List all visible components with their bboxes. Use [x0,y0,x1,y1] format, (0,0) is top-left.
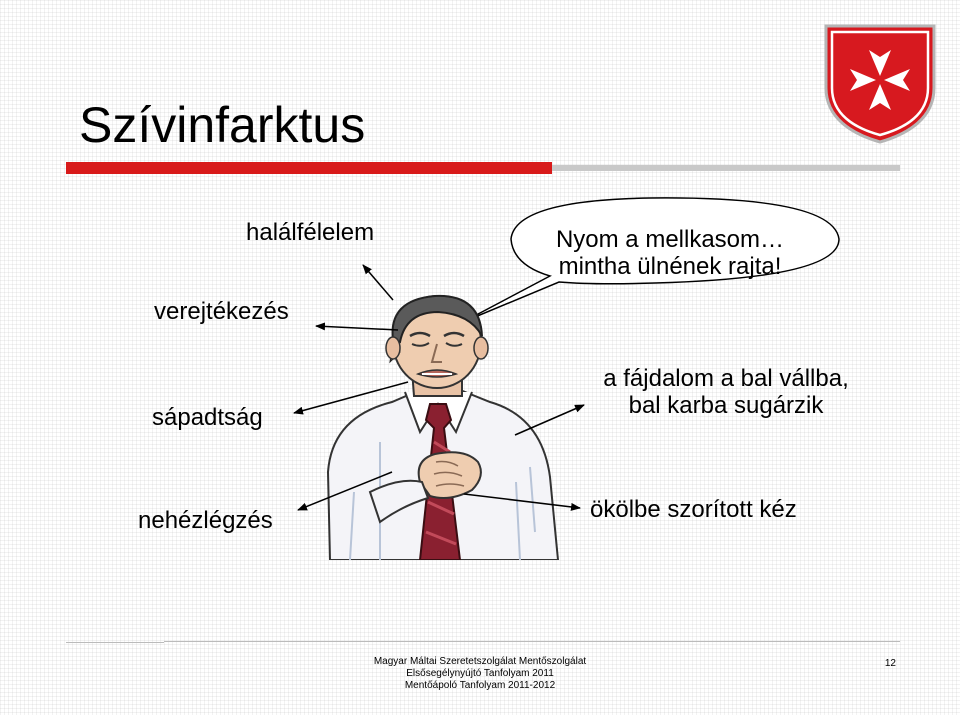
label-sweating: verejtékezés [154,298,289,325]
speech-bubble-line2: mintha ülnének rajta! [558,253,782,280]
label-pallor: sápadtság [152,404,263,431]
footer-line1: Magyar Máltai Szeretetszolgálat Mentőszolgálat [373,656,587,667]
label-fear: halálfélelem [246,219,375,246]
label-pain [586,365,866,419]
page-number: 12 [884,658,896,669]
arrow-fear [363,265,393,300]
label-dyspnea: nehézlégzés [138,507,273,534]
footer-divider-right [164,641,900,642]
footer [330,656,630,692]
arrow-dyspnea [298,472,392,510]
arrow-fist [464,494,580,508]
footer-divider-left [66,642,164,643]
footer-line2: Elsősegélynyújtó Tanfolyam 2011 [406,668,554,679]
label-pain-line1: a fájdalom a bal vállba, [603,365,849,392]
arrow-pallor [294,382,408,413]
label-pain-line2: bal karba sugárzik [628,392,824,419]
footer-line3: Mentőápoló Tanfolyam 2011-2012 [404,680,556,691]
arrow-pain [515,405,584,435]
speech-bubble-line1: Nyom a mellkasom… [555,226,785,253]
label-fist: ökölbe szorított kéz [590,496,797,523]
arrow-sweating [316,326,398,330]
slide-title: Szívinfarktus [79,97,366,153]
